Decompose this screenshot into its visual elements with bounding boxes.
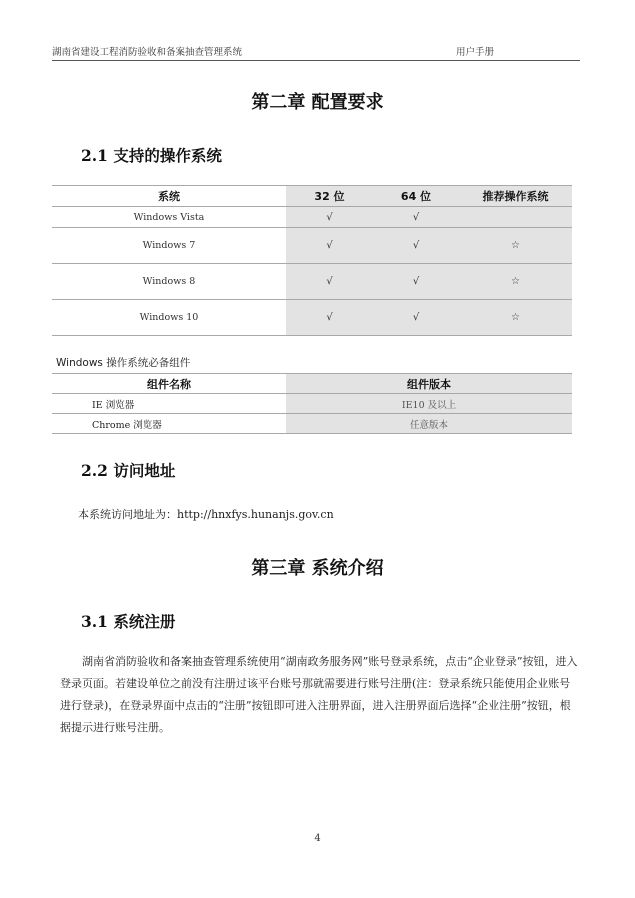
star-icon: ☆ [459,228,572,264]
header-system: 系统 [158,190,180,203]
table-row [52,300,572,336]
table-header-row [52,186,572,207]
os-name: Windows 7 [142,240,196,251]
header-64bit: 64 位 [373,186,459,207]
check-icon: √ [373,228,459,264]
header-32bit: 32 位 [286,186,373,207]
check-icon: √ [286,264,373,300]
header-component-version: 组件版本 [286,374,572,394]
check-icon: √ [286,228,373,264]
header-title: 湖南省建设工程消防验收和备案抽查管理系统 [52,47,243,58]
header-doc-type: 用户手册 [456,47,495,58]
page-header [52,44,580,61]
check-icon: √ [286,300,373,336]
check-icon: √ [286,207,373,228]
table-header-row [52,374,572,394]
table-row [52,394,572,414]
star-icon: ☆ [459,300,572,336]
page-number: 4 [314,833,321,844]
component-name: IE 浏览器 [92,399,135,411]
chapter-2-title: 第二章 配置要求 [251,92,384,113]
star-icon: ☆ [459,264,572,300]
registration-paragraph: 湖南省消防验收和备案抽查管理系统使用“湖南政务服务网”账号登录系统，点击“企业登录”按钮，进入登录页面。若建设单位之前没有注册过该平台账号那就需要进行账号注册(注：登录系统只能使用企业账号进行登录)，在登录界面中点击的“注册”按钮即可进入注册界面，进入注册界面后选择“企业注册”按钮，根据提示进行账号注册。 [60,655,578,734]
component-version: 任意版本 [286,414,572,434]
access-address-text: 本系统访问地址为：http://hnxfys.hunanjs.gov.cn [78,508,334,521]
component-version: IE10 及以上 [286,394,572,414]
chapter-3-title: 第三章 系统介绍 [251,558,384,579]
table-row [52,264,572,300]
os-support-table [52,185,572,336]
section-2-2-title: 2.2 访问地址 [81,461,176,480]
section-2-1-title: 2.1 支持的操作系统 [81,146,222,165]
component-name: Chrome 浏览器 [92,419,162,431]
components-table [52,373,572,434]
check-icon: √ [373,207,459,228]
components-caption: Windows 操作系统必备组件 [56,357,191,369]
recommended-cell [459,207,572,228]
header-component-name: 组件名称 [147,377,191,391]
os-name: Windows Vista [133,211,205,223]
header-recommended: 推荐操作系统 [459,186,572,207]
table-row [52,414,572,434]
check-icon: √ [373,300,459,336]
check-icon: √ [373,264,459,300]
section-3-1-title: 3.1 系统注册 [81,612,176,631]
os-name: Windows 8 [142,276,196,287]
os-name: Windows 10 [139,312,199,323]
table-row [52,207,572,228]
table-row [52,228,572,264]
